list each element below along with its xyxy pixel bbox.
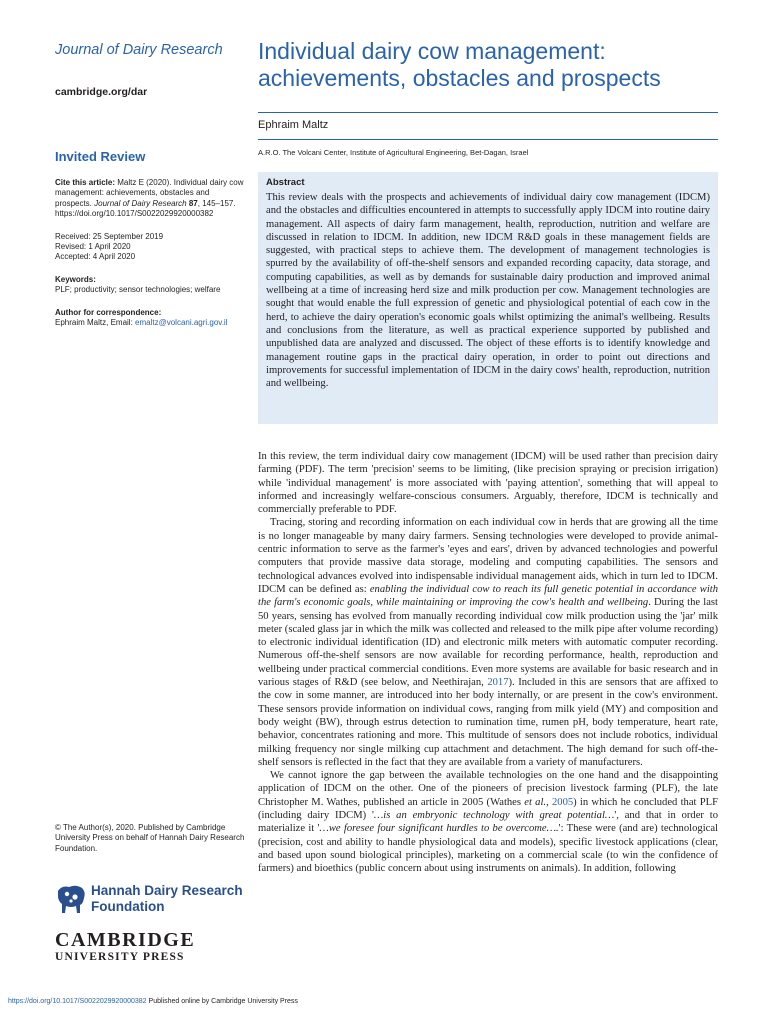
hannah-foundation-logo xyxy=(55,880,255,920)
accepted-date: Accepted: 4 April 2020 xyxy=(55,252,136,262)
article-body xyxy=(258,450,718,876)
citation xyxy=(55,178,245,220)
journal-name: Journal of Dairy Research xyxy=(55,42,223,58)
revised-date: Revised: 1 April 2020 xyxy=(55,242,131,252)
body-text-run: Tracing, storing and recording information on each individual cow in herds that are growing all the time is no longer manageable by many dairy farmers. Sensing technologies were developed to provide animal-centric information to serve as the farmer's 'eyes and ears', driven by advanced technologies and powerful computers that provide massive data storage, modeling and computing capabilities. The sensors and technological advances evolved into indispensable individual management aids, which in turn led to IDCM. IDCM can be defined as: xyxy=(258,517,718,595)
body-text-run: ': These were (and are) technological (precision, cost and ability to handle physiological data and models), specific livestock applications (clear, and based upon sound biological principles), marketing on a commercial scale (to win the confidence of farmers) and bioethics (public concern about using instruments on animals). In addition, following xyxy=(258,823,718,875)
cambridge-university-press-logo xyxy=(55,930,195,963)
correspondence-block xyxy=(55,308,245,329)
body-text-run: ). Included in this are sensors that are affixed to the cow in some manner, are introduced into her body internally, or are present in the cow's environment. These sensors provide information on individual cows, ranging from milk yield (MY) and composition and body weight (BW), through estrus detection to rumination time, rumen pH, body temperature, heart rate, behavior, concentrates rationing and more. This multitude of sensors does not include robotics, individual milking frequency nor single milking cup attachment and detachment. The high demand for such off-the-shelf sensors is reflected in the fact that they are available from a variety of manufacturers. xyxy=(258,677,718,768)
article-info-sidebar xyxy=(55,178,245,340)
citation-volume: 87 xyxy=(188,198,198,208)
received-date: Received: 25 September 2019 xyxy=(55,231,164,241)
idcm-definition: enabling the individual cow to reach its full genetic potential in accordance with the farm's economic goals, while maintaining or improving the cow's health and wellbeing xyxy=(258,583,719,609)
page-footer xyxy=(8,998,298,1005)
citation-text: Maltz E (2020). Individual dairy cow management: achievements, obstacles and prospects. xyxy=(55,178,244,208)
author-name: Ephraim Maltz xyxy=(258,119,329,131)
cup-logo-line2: UNIVERSITY PRESS xyxy=(55,951,185,963)
correspondence-email-link[interactable]: emaltz@volcani.agri.gov.il xyxy=(135,318,228,328)
abstract-heading: Abstract xyxy=(266,177,305,188)
footer-doi-link[interactable]: https://doi.org/10.1017/S0022029920000382 xyxy=(8,998,147,1005)
body-paragraph: In this review, the term individual dairy cow management (IDCM) will be used rather than precision dairy farming (PDF). The term 'precision' seems to be limiting, (like precision spraying or precision irrigation) while 'individual management' is more associated with 'paying attention', something that will appeal to informed and increasingly welfare-conscious consumers. Arguably, therefore, IDCM is technically and commercially preferable to PDF. xyxy=(258,451,718,516)
body-text-run: We cannot ignore the gap between the available technologies on the one hand and the disappointing application of IDCM on the other. One of the pioneers of precision livestock farming (PLF), the late Christopher M. Wathes, published an article in 2005 (Wathes xyxy=(258,770,718,808)
body-text-run: . During the last 50 years, sensing has evolved from manually recording individual cow milk production using the 'jar' milk meter (scaled glass jar in which the milk was collected and released to the milk pipe after volume recording) to electronic individual identification (ID) and electronic milk meters with automatic computer recording. Numerous off-the-shelf sensors are now available for recording performance, health, reproduction and wellbeing under practical commercial conditions. Even more systems are available for basic research and in various stages of R&D (see below, and Neethirajan, xyxy=(258,597,718,689)
cow-silhouette-icon xyxy=(55,882,87,916)
keywords-block xyxy=(55,275,245,296)
citation-journal: Journal of Dairy Research xyxy=(94,198,187,208)
author-divider xyxy=(258,139,718,140)
article-title: Individual dairy cow management: achievements, obstacles and prospects xyxy=(258,38,661,91)
keywords-label: Keywords: xyxy=(55,274,96,284)
citation-link-wathes-2005[interactable]: 2005 xyxy=(551,796,574,808)
footer-published-text: Published online by Cambridge University Press xyxy=(146,998,298,1005)
correspondence-label: Author for correspondence: xyxy=(55,307,162,317)
copyright-notice: © The Author(s), 2020. Published by Cambridge University Press on behalf of Hannah Dairy Research Foundation. xyxy=(55,823,245,853)
body-text-run: ', and that in order to materialize it ' xyxy=(258,810,719,835)
abstract-box xyxy=(258,172,718,424)
quote-hurdles: …we foresee four significant hurdles to be overcome…. xyxy=(319,823,559,835)
et-al: et al. xyxy=(524,796,547,808)
journal-url[interactable]: cambridge.org/dar xyxy=(55,86,148,98)
quote-embryonic: …is an embryonic technology with great potential… xyxy=(373,810,615,822)
body-text-run: ) in which he concluded that PLF (including dairy IDCM) ' xyxy=(258,796,718,822)
author-affiliation: A.R.O. The Volcani Center, Institute of Agricultural Engineering, Bet-Dagan, Israel xyxy=(258,148,529,157)
cup-logo-line1: CAMBRIDGE xyxy=(55,929,196,951)
history-dates xyxy=(55,232,245,263)
citation-link-neethirajan-2017[interactable]: 2017 xyxy=(487,677,509,689)
keywords-list: PLF; productivity; sensor technologies; welfare xyxy=(55,285,221,295)
hannah-logo-line1: Hannah Dairy Research xyxy=(91,883,243,898)
body-text-run: , xyxy=(546,796,552,808)
citation-pages-doi[interactable]: , 145–157. https://doi.org/10.1017/S0022029920000382 xyxy=(55,198,236,219)
article-type: Invited Review xyxy=(55,149,146,164)
title-divider xyxy=(258,112,718,113)
abstract-text: This review deals with the prospects and achievements of individual dairy cow management (IDCM) and the obstacles and difficulties encountered in attempts to successfully apply IDCM into routine dairy management. All aspects of dairy farm management, health, reproduction, nutrition and welfare are discussed in relation to IDCM. In addition, new IDCM R&D goals in these management fields are suggested, with practical steps to achieve them. The development of management technologies is spurred by the availability of off-the-shelf sensors and expanded recording capacity, data storage, and computing capabilities, as well as by demands for sustainable dairy production and improved animal wellbeing at a time of increasing herd size and milk production per cow. Management technologies are sought that would enable the full expression of genetic and physiological potential of each cow in the herd, to achieve the dairy operation's economic goals whilst optimizing the animal's wellbeing. Results and conclusions from the literature, as well as practical experience supported by published and unpublished data are analyzed and discussed. The object of these efforts is to identify knowledge and management routine gaps in the practical dairy operation, in order to point out directions and improvements for successful implementation of IDCM in the dairy cows' health, reproduction, nutrition and wellbeing. xyxy=(266,192,710,390)
body-paragraph xyxy=(258,516,718,769)
body-paragraph xyxy=(258,769,718,875)
hannah-logo-line2: Foundation xyxy=(91,899,165,914)
citation-label: Cite this article: xyxy=(55,178,116,187)
correspondence-text: Ephraim Maltz, Email: xyxy=(55,318,133,328)
